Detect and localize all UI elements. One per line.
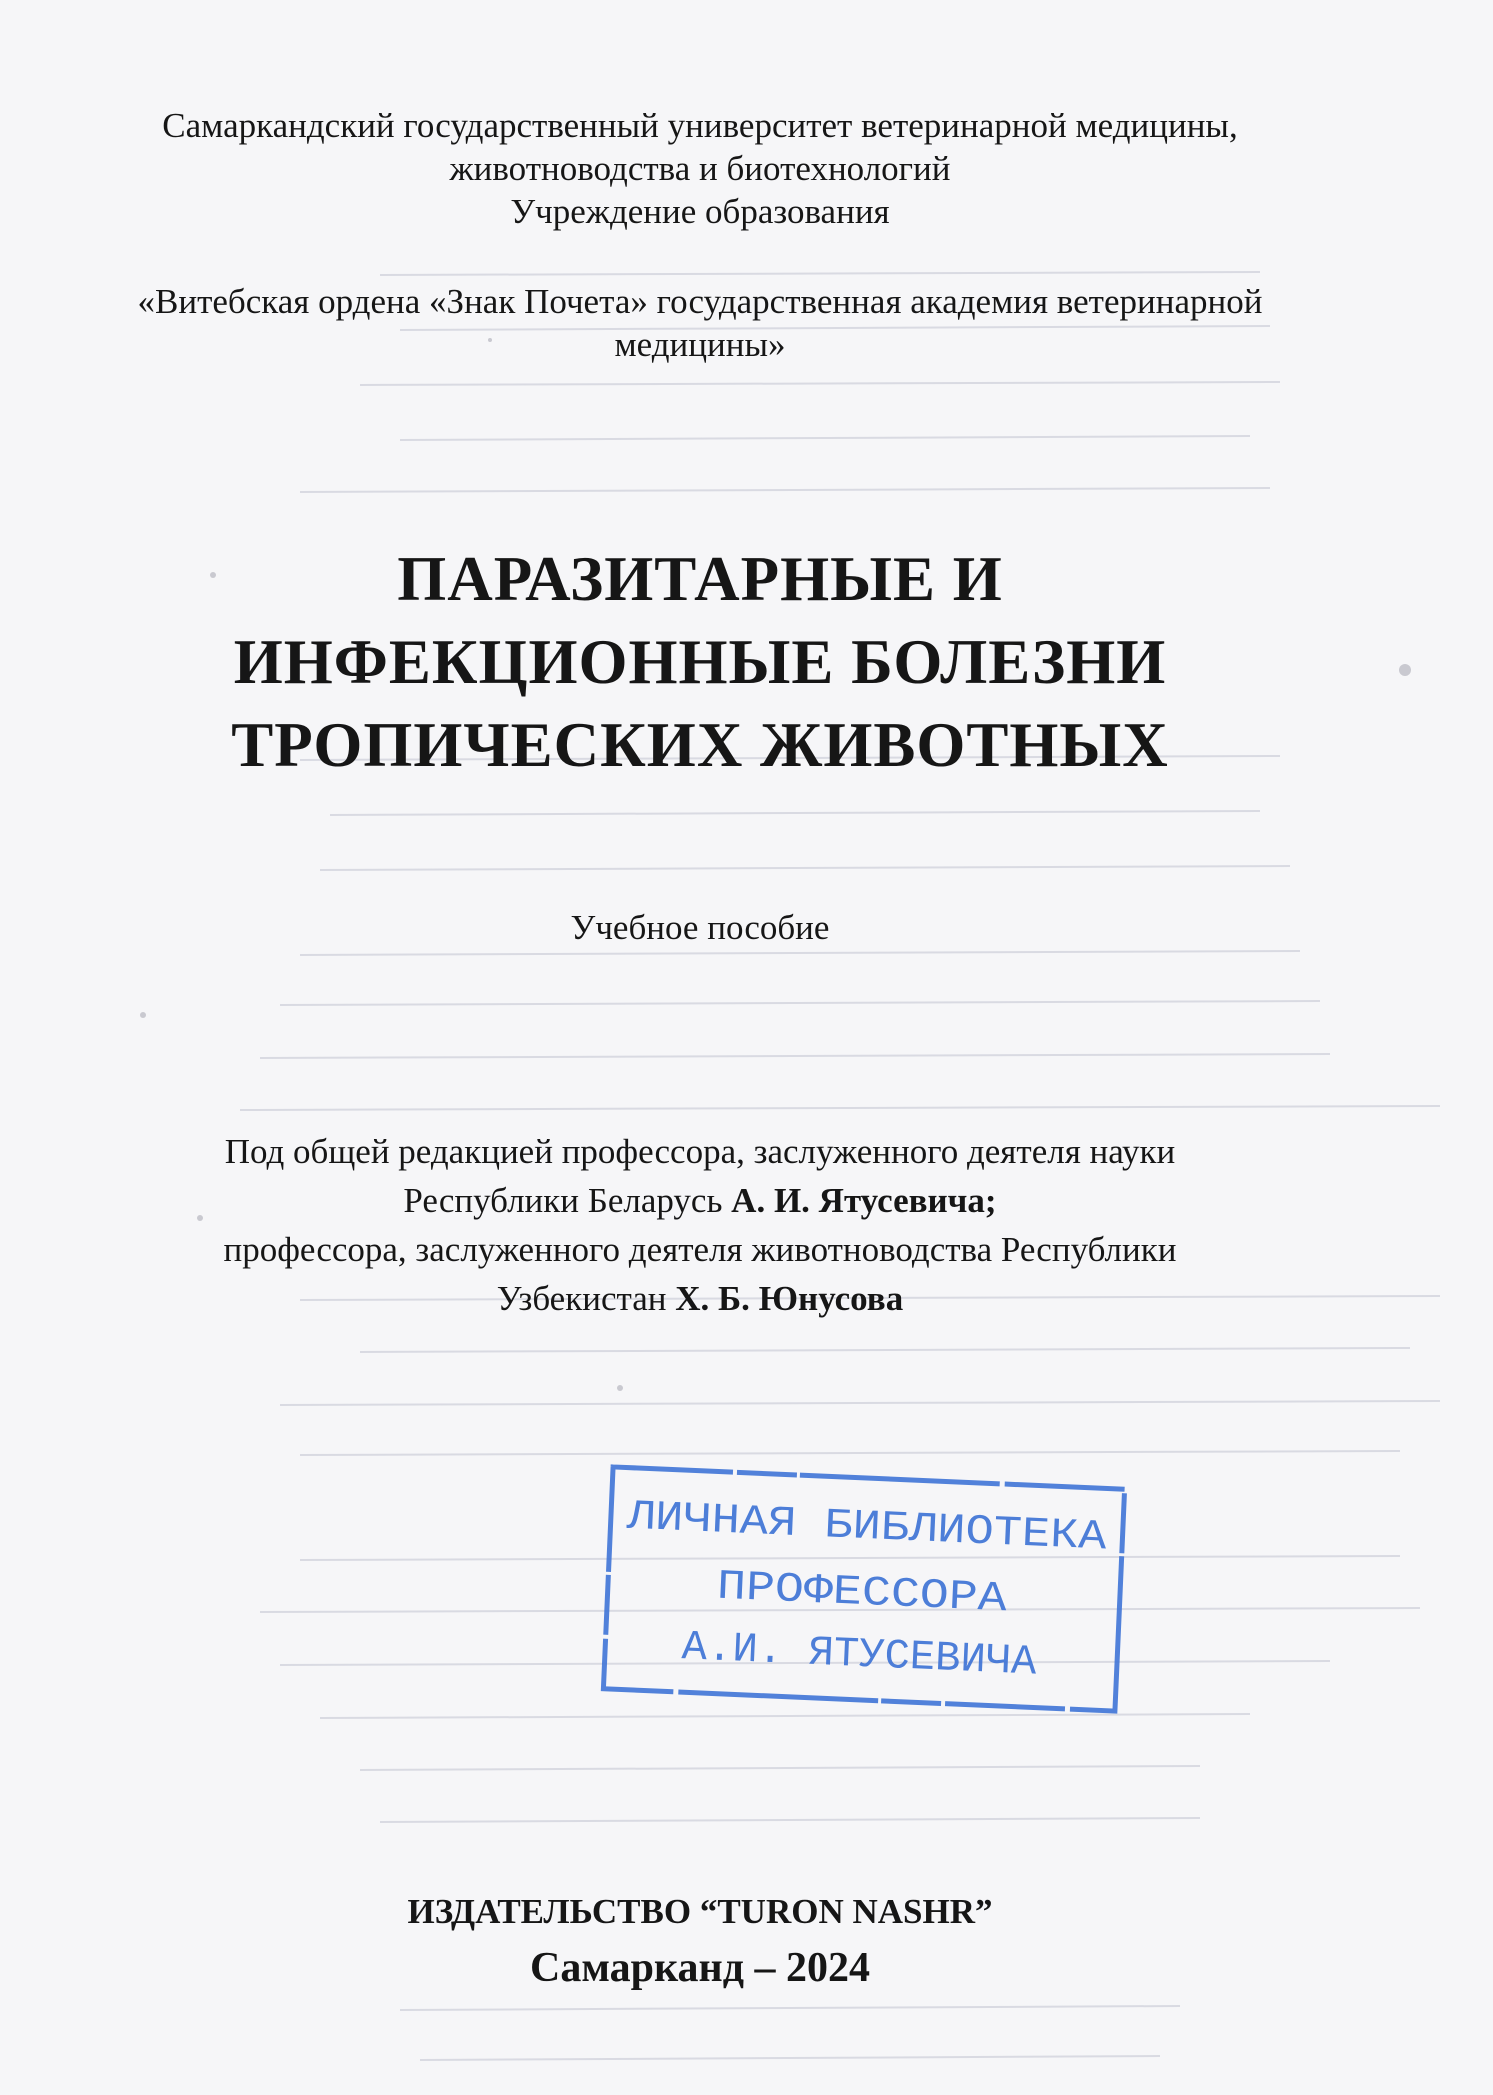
city-year: Самарканд – 2024: [529, 1945, 871, 1991]
book-title-line: ИНФЕКЦИОННЫЕ БОЛЕЗНИ: [233, 627, 1167, 697]
stamp-line: ПРОФЕССОРА: [715, 1562, 970, 1622]
institution-line: животноводства и биотехнологий: [449, 149, 951, 188]
book-title: [0, 538, 1400, 787]
editors-line: Под общей редакцией профессора, заслуженного деятеля науки: [224, 1132, 1176, 1171]
editors-line: [0, 1176, 1400, 1225]
editors-line: [0, 1274, 1400, 1323]
institution-vitebsk: [0, 280, 1400, 366]
book-title-line: ПАРАЗИТАРНЫЕ И: [397, 544, 1003, 614]
stamp-line: ЛИЧНАЯ БИБЛИОТЕКА: [625, 1492, 1057, 1560]
library-stamp: [584, 1458, 1144, 1720]
editor-name-yatusevich: А. И. Ятусевича;: [731, 1181, 997, 1220]
editors-text: Узбекистан: [496, 1279, 676, 1318]
editor-name-yunusov: Х. Б. Юнусова: [675, 1279, 904, 1318]
book-title-line: ТРОПИЧЕСКИХ ЖИВОТНЫХ: [231, 710, 1169, 780]
institution-line: «Витебская ордена «Знак Почета» государственная академия ветеринарной: [137, 282, 1263, 321]
institution-line: Учреждение образования: [510, 192, 890, 231]
institution-line: медицины»: [614, 325, 786, 364]
stamp-line: А.И. ЯТУСЕВИЧА: [680, 1623, 1036, 1687]
publisher: ИЗДАТЕЛЬСТВО “TURON NASHR”: [407, 1892, 993, 1931]
editors-line: профессора, заслуженного деятеля животноводства Республики: [223, 1230, 1177, 1269]
institution-line: Самаркандский государственный университет ветеринарной медицины,: [162, 106, 1238, 145]
editors-text: Республики Беларусь: [403, 1181, 732, 1220]
editors-statement: [0, 1127, 1400, 1323]
institution-samarkand: [0, 104, 1400, 233]
book-subtitle: Учебное пособие: [570, 908, 830, 947]
